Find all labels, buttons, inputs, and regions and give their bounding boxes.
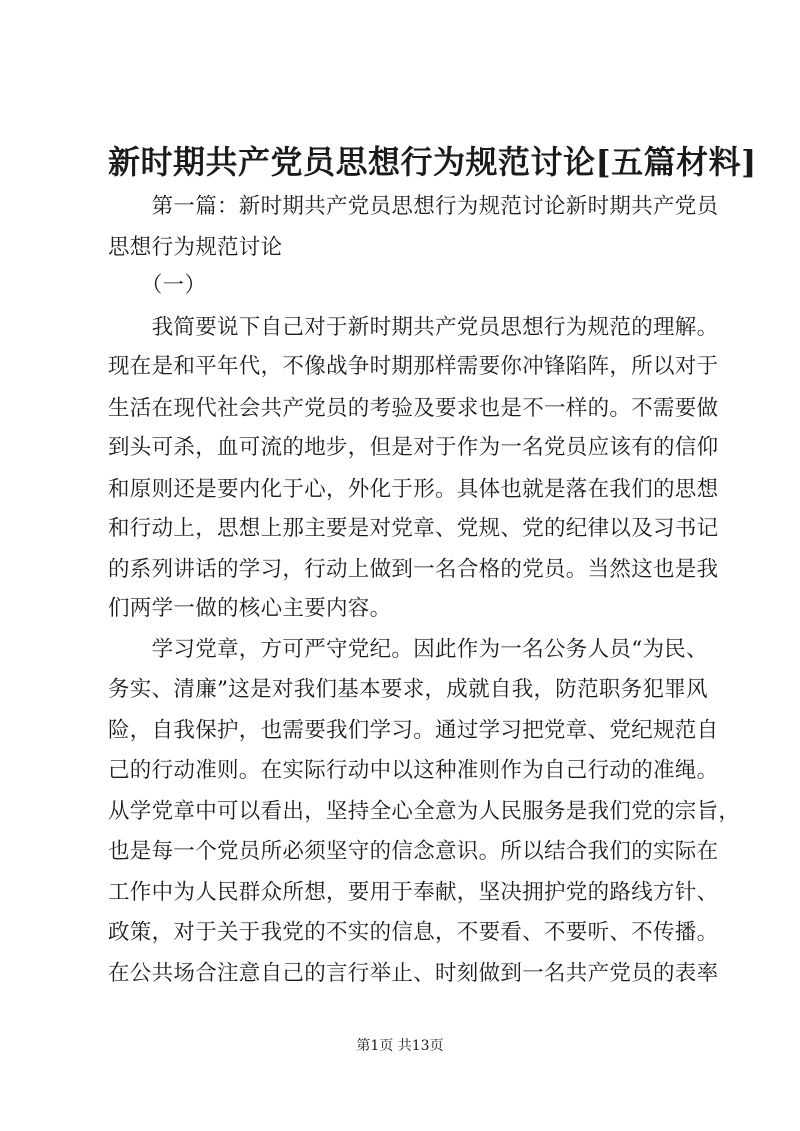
body-line: 和行动上，思想上那主要是对党章、党规、党的纪律以及习书记 [108, 516, 719, 541]
body-line: 己的行动准则。在实际行动中以这种准则作为自己行动的准绳。 [108, 758, 719, 783]
body-line: 在公共场合注意自己的言行举止、时刻做到一名共产党员的表率 [108, 961, 719, 986]
body-line: 务实、清廉”这是对我们基本要求，成就自我，防范职务犯罪风 [108, 677, 708, 702]
document-title: 新时期共产党员思想行为规范讨论[五篇材料] [108, 143, 757, 181]
body-line: （一） [108, 273, 207, 298]
body-line: 政策，对于关于我党的不实的信息，不要看、不要听、不传播。 [108, 920, 719, 945]
body-line: 们两学一做的核心主要内容。 [108, 596, 392, 621]
body-line: 险，自我保护，也需要我们学习。通过学习把党章、党纪规范自 [108, 718, 719, 743]
body-line: 的系列讲话的学习，行动上做到一名合格的党员。当然这也是我 [108, 557, 719, 582]
page-footer: 第1页 共13页 [356, 1038, 444, 1054]
body-line: 到头可杀，血可流的地步，但是对于作为一名党员应该有的信仰 [108, 435, 719, 460]
body-line: 学习党章，方可严守党纪。因此作为一名公务人员“为民、 [108, 637, 708, 662]
body-line: 工作中为人民群众所想，要用于奉献，坚决拥护党的路线方针、 [108, 880, 719, 905]
body-line: 和原则还是要内化于心，外化于形。具体也就是落在我们的思想 [108, 477, 719, 502]
body-line: 我简要说下自己对于新时期共产党员思想行为规范的理解。 [108, 315, 719, 340]
body-line: 从学党章中可以看出，坚持全心全意为人民服务是我们党的宗旨， [108, 799, 741, 824]
body-line: 生活在现代社会共产党员的考验及要求也是不一样的。不需要做 [108, 396, 719, 421]
body-line: 现在是和平年代，不像战争时期那样需要你冲锋陷阵，所以对于 [108, 354, 719, 379]
body-line: 思想行为规范讨论 [108, 235, 283, 260]
body-line: 也是每一个党员所必须坚守的信念意识。所以结合我们的实际在 [108, 839, 719, 864]
body-line: 第一篇：新时期共产党员思想行为规范讨论新时期共产党员 [108, 194, 719, 219]
